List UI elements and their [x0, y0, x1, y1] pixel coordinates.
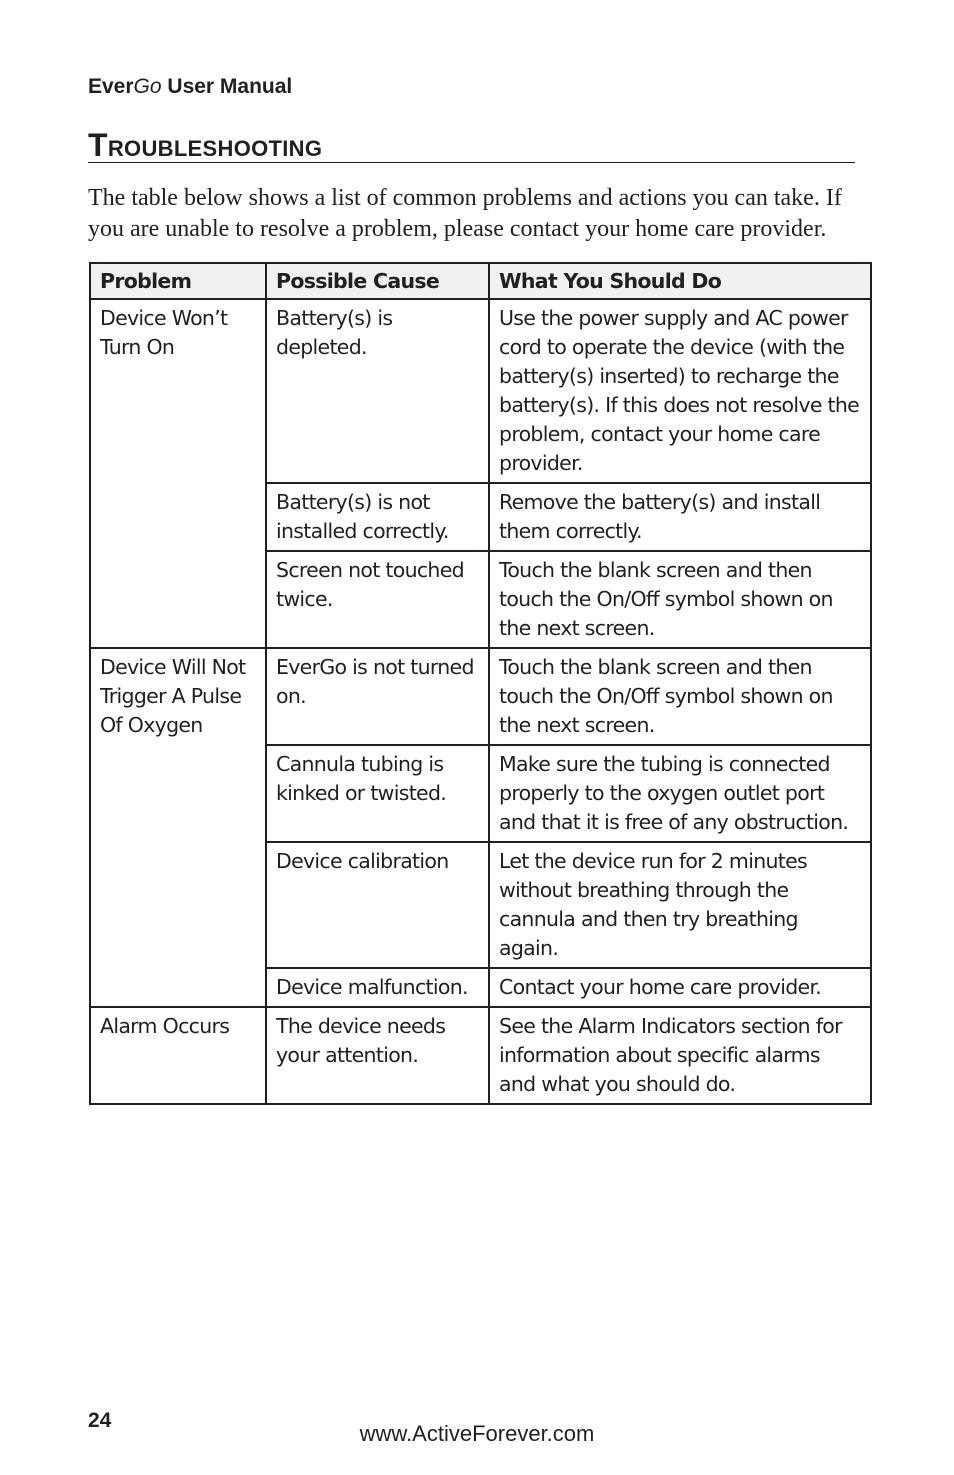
column-header-cause: Possible Cause [266, 263, 489, 299]
cause-cell: Battery(s) is depleted. [266, 299, 489, 483]
cause-cell: Battery(s) is not installed correctly. [266, 483, 489, 551]
section-title: Troubleshooting [88, 128, 855, 163]
footer-url: www.ActiveForever.com [359, 1421, 595, 1446]
action-cell: Touch the blank screen and then touch the On/Off symbol shown on the next screen. [489, 551, 871, 648]
table-row [90, 1007, 871, 1104]
problem-cell: Device Won’t Turn On [90, 299, 266, 648]
cause-cell: Cannula tubing is kinked or twisted. [266, 745, 489, 842]
brand-prefix: Ever [88, 75, 134, 98]
table-row [90, 648, 871, 745]
problem-cell: Device Will Not Trigger A Pulse Of Oxygen [90, 648, 266, 1007]
cause-cell: Screen not touched twice. [266, 551, 489, 648]
cause-cell: EverGo is not turned on. [266, 648, 489, 745]
action-cell: Remove the battery(s) and install them correctly. [489, 483, 871, 551]
action-cell: Touch the blank screen and then touch the On/Off symbol shown on the next screen. [489, 648, 871, 745]
action-cell: See the Alarm Indicators section for information about specific alarms and what you should do. [489, 1007, 871, 1104]
cause-cell: The device needs your attention. [266, 1007, 489, 1104]
action-cell: Use the power supply and AC power cord to operate the device (with the battery(s) inserted) to recharge the battery(s). If this does not resolve the problem, contact your home care provider. [489, 299, 871, 483]
manual-title: User Manual [161, 75, 293, 98]
column-header-action: What You Should Do [489, 263, 871, 299]
troubleshooting-table [89, 262, 872, 1105]
running-header [88, 74, 292, 100]
table-header-row [90, 263, 871, 299]
problem-cell: Alarm Occurs [90, 1007, 266, 1104]
page-number: 24 [88, 1409, 112, 1432]
cause-cell: Device calibration [266, 842, 489, 968]
table-row [90, 299, 871, 483]
action-cell: Let the device run for 2 minutes without breathing through the cannula and then try breathing again. [489, 842, 871, 968]
brand-suffix: Go [133, 75, 162, 98]
cause-cell: Device malfunction. [266, 968, 489, 1007]
action-cell: Make sure the tubing is connected properly to the oxygen outlet port and that it is free of any obstruction. [489, 745, 871, 842]
column-header-problem: Problem [90, 263, 266, 299]
intro-paragraph: The table below shows a list of common problems and actions you can take. If you are unable to resolve a problem, please contact your home care provider. [88, 185, 842, 242]
action-cell: Contact your home care provider. [489, 968, 871, 1007]
